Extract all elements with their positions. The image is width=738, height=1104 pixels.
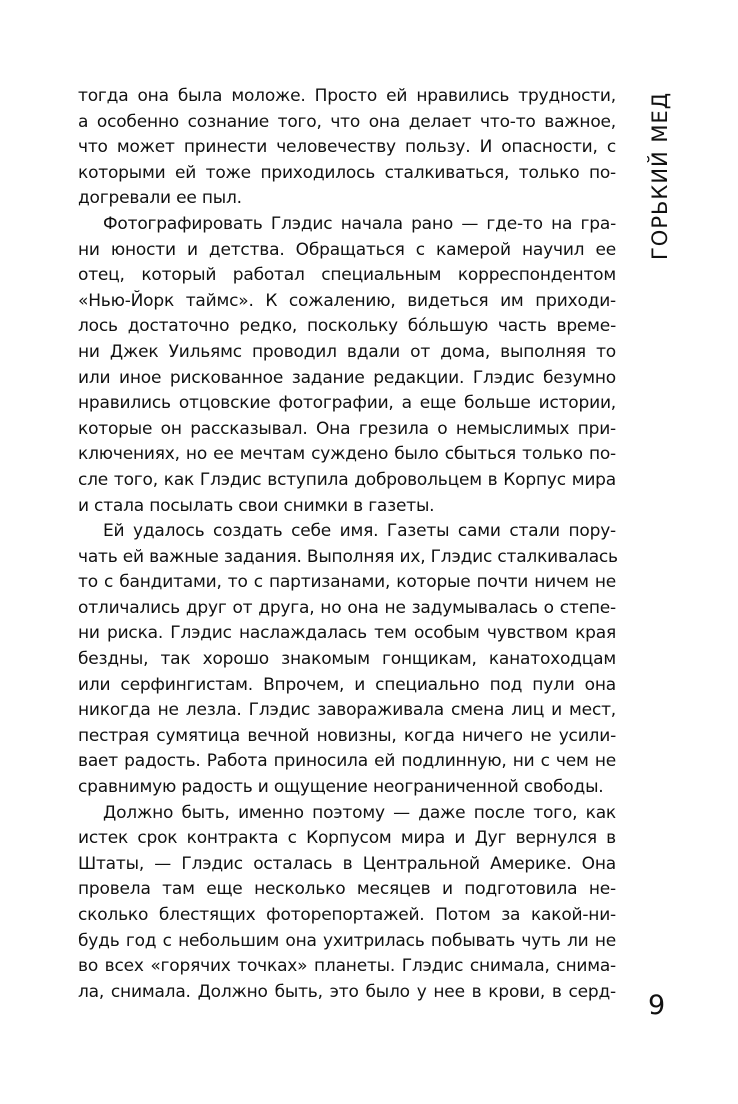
text-line: провела там еще несколько месяцев и подготовила не- (78, 879, 616, 900)
running-head: ГОРЬКИЙ МЕД (648, 92, 672, 261)
text-line: сравнимую радость и ощущение неограниченной свободы. (78, 777, 604, 798)
text-line: Фотографировать Глэдис начала рано — где-то на гра- (103, 213, 616, 234)
text-line: лось достаточно редко, поскольку бóльшую часть време- (78, 316, 616, 337)
text-line: догревали ее пыл. (78, 188, 242, 209)
text-line: ла, снимала. Должно быть, это было у нее в крови, в серд- (78, 981, 616, 1002)
text-line: что может принести человечеству пользу. И опасности, с (78, 137, 616, 158)
text-line: ни риска. Глэдис наслаждалась тем особым чувством края (78, 623, 616, 644)
body-text (78, 84, 616, 1005)
text-line: ни юности и детства. Обращаться с камерой научил ее (78, 239, 616, 260)
text-line: отличались друг от друга, но она не задумывалась о степе- (78, 597, 616, 618)
text-line: тогда она была моложе. Просто ей нравились трудности, (78, 86, 616, 106)
text-line: «Нью-Йорк таймс». К сожалению, видеться им приходи- (78, 290, 616, 311)
text-line: сколько блестящих фоторепортажей. Потом за какой-ни- (78, 905, 616, 925)
text-line: сле того, как Глэдис вступила добровольцем в Корпус мира (78, 469, 616, 490)
text-line: вает радость. Работа приносила ей подлинную, ни с чем не (78, 751, 616, 772)
text-line: а особенно сознание того, что она делает что-то важное, (78, 111, 616, 132)
text-line: во всех «горячих точках» планеты. Глэдис снимала, снима- (78, 956, 616, 977)
text-line: Штаты, — Глэдис осталась в Центральной Америке. Она (78, 853, 616, 874)
text-line: истек срок контракта с Корпусом мира и Дуг вернулся в (78, 828, 616, 849)
text-line: или серфингистам. Впрочем, и специально под пули она (78, 674, 616, 695)
text-line: Ей удалось создать себе имя. Газеты сами стали пору- (103, 521, 616, 542)
text-line: которыми ей тоже приходилось сталкиваться, только по- (78, 162, 616, 183)
text-line: нравились отцовские фотографии, а еще больше истории, (78, 393, 616, 414)
text-line: пестрая сумятица вечной новизны, когда ничего не усили- (78, 725, 616, 746)
text-line: отец, который работал специальным корреспондентом (78, 265, 616, 286)
text-line: которые он рассказывал. Она грезила о немыслимых при- (78, 418, 616, 439)
text-line: никогда не лезла. Глэдис завораживала смена лиц и мест, (78, 700, 616, 721)
text-line: бездны, так хорошо знакомым гонщикам, канатоходцам (78, 649, 616, 670)
text-line: чать ей важные задания. Выполняя их, Глэдис сталкивалась (78, 546, 618, 567)
page-number: 9 (648, 990, 666, 1021)
text-line: или иное рискованное задание редакции. Глэдис безумно (78, 367, 616, 388)
text-line: ключениях, но ее мечтам суждено было сбыться только по- (78, 444, 616, 465)
text-line: ни Джек Уильямс проводил вдали от дома, выполняя то (78, 341, 616, 362)
text-line: будь год с небольшим она ухитрилась побывать чуть ли не (78, 930, 616, 951)
text-line: Должно быть, именно поэтому — даже после того, как (103, 802, 616, 823)
text-line: и стала посылать свои снимки в газеты. (78, 495, 435, 516)
text-line: то с бандитами, то с партизанами, которые почти ничем не (78, 572, 616, 593)
